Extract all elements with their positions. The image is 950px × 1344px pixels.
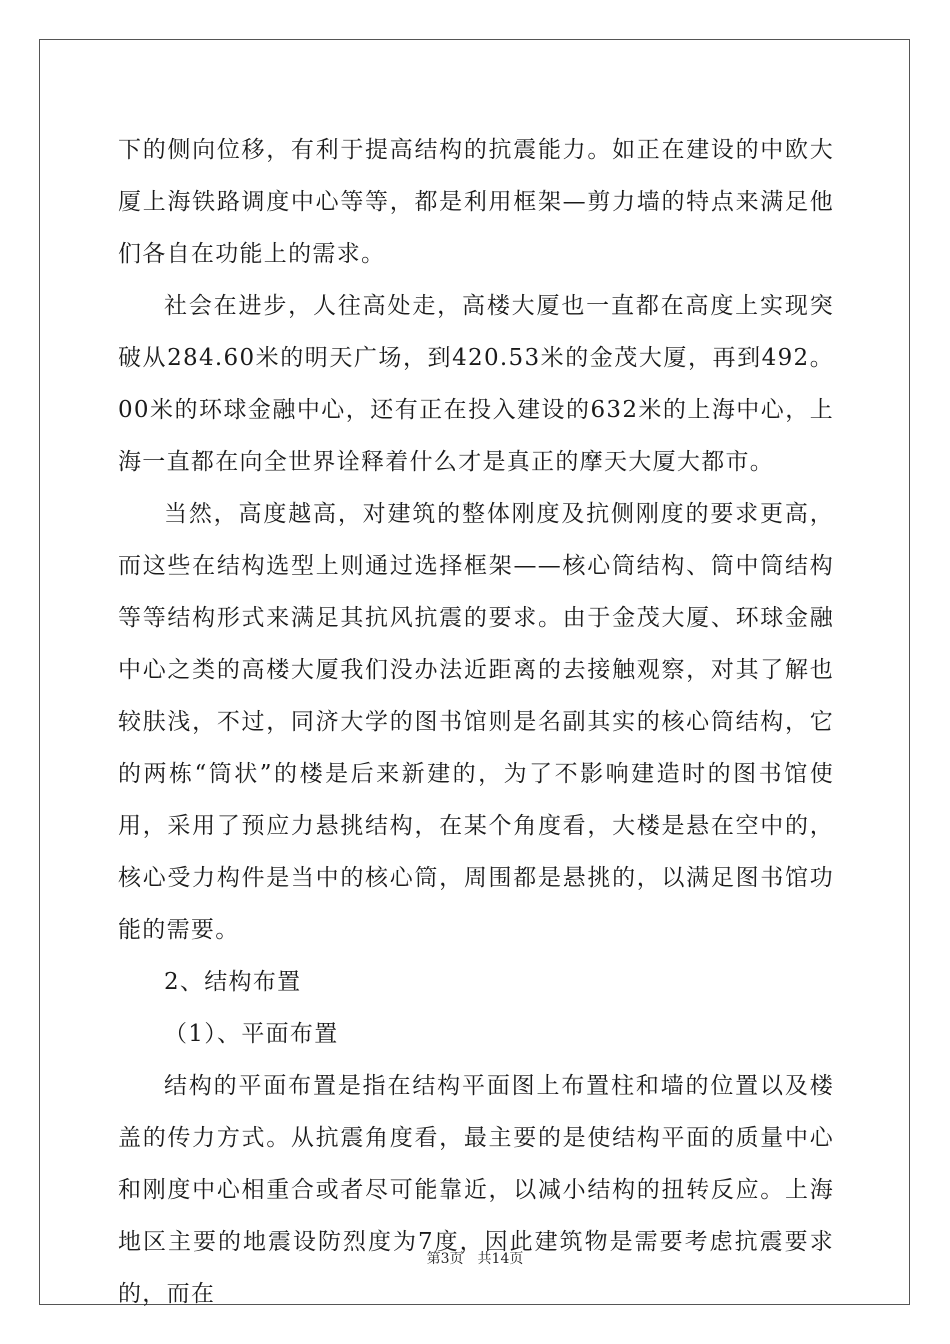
page-footer <box>0 1248 950 1268</box>
paragraph-skyscraper-heights: 社会在进步，人往高处走，高楼大厦也一直都在高度上实现突破从284.60米的明天广场，到420.53米的金茂大厦，再到492。00米的环球金融中心，还有正在投入建设的632米的上海中心，上海一直都在向全世界诠释着什么才是真正的摩天大厦大都市。 <box>118 293 834 475</box>
paragraph-core-tube-structure: 当然，高度越高，对建筑的整体刚度及抗侧刚度的要求更高，而这些在结构选型上则通过选择框架——核心筒结构、筒中筒结构等等结构形式来满足其抗风抗震的要求。由于金茂大厦、环球金融中心之类的高楼大厦我们没办法近距离的去接触观察，对其了解也较肤浅，不过，同济大学的图书馆则是名副其实的核心筒结构，它的两栋“筒状”的楼是后来新建的，为了不影响建造时的图书馆使用，采用了预应力悬挑结构，在某个角度看，大楼是悬在空中的，核心受力构件是当中的核心筒，周围都是悬挑的，以满足图书馆功能的需要。 <box>118 501 834 943</box>
subsection-heading: （1）、平面布置 <box>164 1021 339 1047</box>
page-total: 共14页 <box>477 1251 524 1267</box>
page-number: 第3页 <box>426 1251 464 1267</box>
document-body <box>118 124 834 1320</box>
section-heading: 2、结构布置 <box>164 969 302 995</box>
paragraph-plan-layout: 结构的平面布置是指在结构平面图上布置柱和墙的位置以及楼盖的传力方式。从抗震角度看，最主要的是使结构平面的质量中心和刚度中心相重合或者尽可能靠近，以减小结构的扭转反应。上海地区主要的地震设防烈度为7度，因此建筑物是需要考虑抗震要求的，而在 <box>118 1073 834 1307</box>
paragraph-continuation: 下的侧向位移，有利于提高结构的抗震能力。如正在建设的中欧大厦上海铁路调度中心等等，都是利用框架—剪力墙的特点来满足他们各自在功能上的需求。 <box>118 137 834 267</box>
